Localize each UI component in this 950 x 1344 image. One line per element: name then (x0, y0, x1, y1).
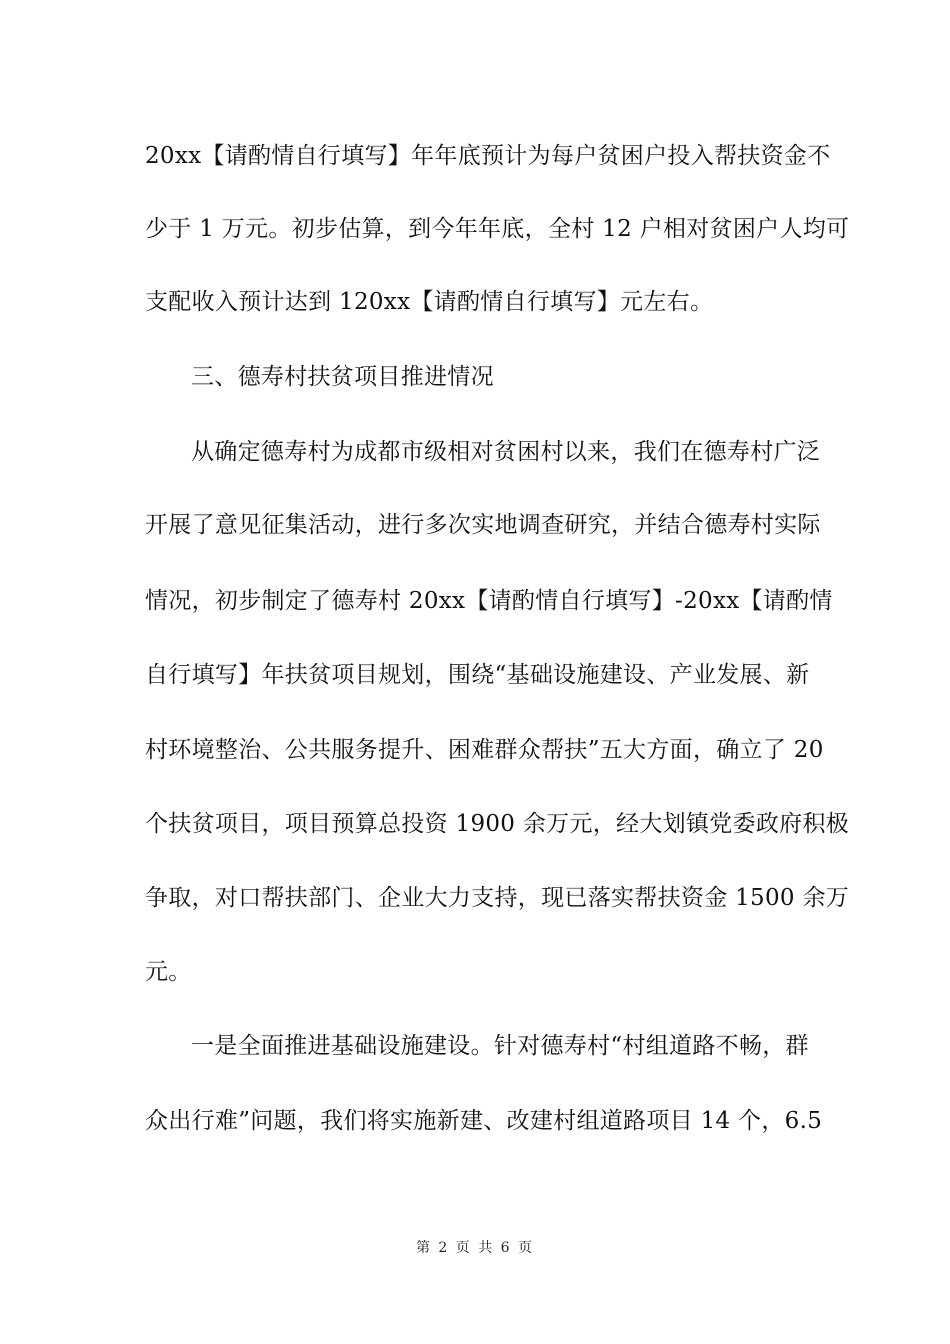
paragraph-line: 20xx【请酌情自行填写】年年底预计为每户贫困户投入帮扶资金不 (145, 143, 831, 169)
paragraph-line: 情况，初步制定了德寿村 20xx【请酌情自行填写】-20xx【请酌情 (145, 588, 833, 614)
paragraph-line: 开展了意见征集活动，进行多次实地调查研究，并结合德寿村实际 (145, 512, 821, 538)
page-number-footer: 第 2 页 共 6 页 (415, 1240, 535, 1256)
paragraph-line: 自行填写】年扶贫项目规划，围绕“基础设施建设、产业发展、新 (145, 662, 810, 688)
paragraph-line: 众出行难”问题，我们将实施新建、改建村组道路项目 14 个，6.5 (145, 1108, 823, 1134)
paragraph-line: 争取，对口帮扶部门、企业大力支持，现已落实帮扶资金 1500 余万 (145, 885, 850, 911)
paragraph-line: 少于 1 万元。初步估算，到今年年底，全村 12 户相对贫困户人均可 (145, 216, 850, 242)
paragraph-line: 个扶贫项目，项目预算总投资 1900 余万元，经大划镇党委政府积极 (145, 811, 850, 837)
paragraph-line: 元。 (145, 959, 192, 985)
paragraph-line: 村环境整治、公共服务提升、困难群众帮扶”五大方面，确立了 20 (145, 737, 824, 763)
section-heading: 三、德寿村扶贫项目推进情况 (191, 364, 494, 390)
paragraph-line: 从确定德寿村为成都市级相对贫困村以来，我们在德寿村广泛 (191, 439, 821, 465)
paragraph-line: 一是全面推进基础设施建设。针对德寿村“村组道路不畅，群 (191, 1033, 809, 1059)
paragraph-line: 支配收入预计达到 120xx【请酌情自行填写】元左右。 (145, 289, 714, 315)
